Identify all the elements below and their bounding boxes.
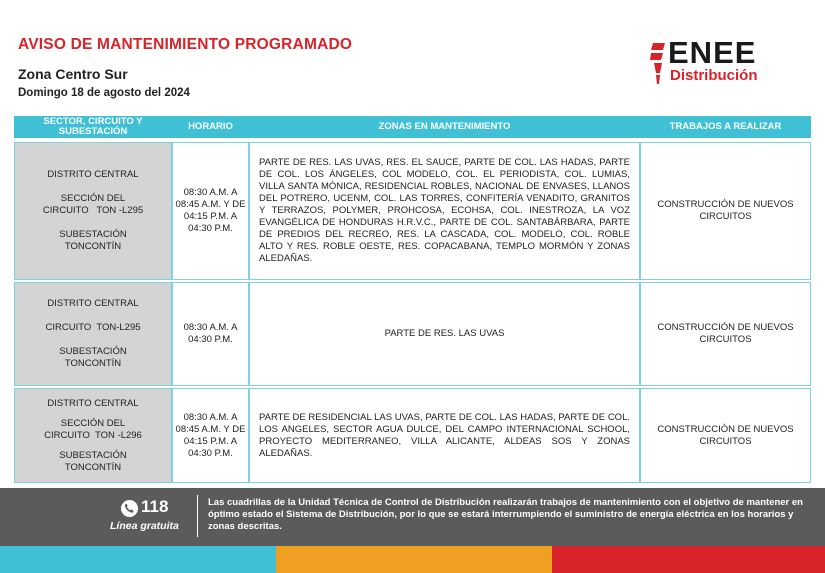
footer-notice: Las cuadrillas de la Unidad Técnica de Control de Distribución realizarán trabajos de mantenimiento con el objetivo de mantener en óptimo estado el Sistema de Distribución, por lo que se estará interrumpiendo el suministro de energía eléctrica en los horarios y zonas descritas.: [208, 497, 803, 532]
sector-line: TONCONTÍN: [64, 358, 122, 369]
enee-logo: [648, 35, 798, 88]
column-header-zonas: ZONAS EN MANTENIMIENTO: [378, 121, 511, 132]
horario-cell: [172, 388, 249, 483]
sector-line: CIRCUITO TON-L295: [45, 322, 141, 333]
horario-text: 08:30 A.M. A 04:30 P.M.: [183, 322, 238, 345]
sector-line: SUBESTACIÓN: [59, 229, 127, 240]
column-header-horario: HORARIO: [188, 121, 233, 132]
trabajos-text: CONSTRUCCIÓN DE NUEVOS CIRCUITOS: [657, 199, 794, 222]
sector-line: SUBESTACIÓN: [59, 449, 127, 461]
footer-divider: [197, 495, 198, 537]
sector-line: SECCIÓN DEL: [60, 193, 126, 204]
phone-label: Línea gratuita: [110, 520, 179, 532]
sector-cell: [14, 282, 172, 386]
trabajos-cell: [640, 282, 811, 386]
zonas-text: PARTE DE RES. LAS UVAS, RES. EL SAUCE, PARTE DE COL. LAS HADAS, PARTE DE COL. LOS ÁNGELES, COL MODELO, COL. EL PERIODISTA, COL. LUMIAS, VILLA SANTA MÓNICA, RESIDENCIAL ROBLES, NACIONAL DE ENVASES, LLANOS DEL POTRERO, UCENM, COL. LAS TORRES, CONFITERÍA VENADITO, GRANITOS Y TERRAZOS, POLYMER, PROHCOSA, ECOHSA, COL. INESTROZA, LA VOZ EVANGÉLICA DE HONDURAS H.R.V.C., PARTE DE COL. SANTABÁRBARA, PARTE DE PREDIOS DEL RECREO, RES. LA CASCADA, COL. MODELO, COL. ROBLE ALTO Y RES. ROBLE OESTE, RES. COPACABANA, TEMPLO MORMÓN Y ZONAS ALEDAÑAS.: [259, 157, 630, 264]
table-row: [14, 282, 811, 386]
zone-label: Zona Centro Sur: [18, 66, 128, 82]
sector-line: SUBESTACIÓN: [59, 346, 127, 357]
color-band-orange: [276, 546, 552, 573]
phone-number[interactable]: 118: [141, 497, 169, 516]
logo-mark-icon: [650, 41, 668, 85]
sector-line: SECCIÓN DEL: [60, 417, 126, 429]
sector-line: TONCONTÍN: [64, 461, 122, 473]
color-band-red: [552, 546, 825, 573]
horario-cell: [172, 142, 249, 280]
zonas-text: PARTE DE RESIDENCIAL LAS UVAS, PARTE DE COL. LAS HADAS, PARTE DE COL. LOS ANGELES, SECTOR AGUA DULCE, DEL CAMPO INTERNACIONAL SCHOOL, PROYECTO MEDITERRANEO, VILLA ALICANTE, ALDEAS SOS Y ZONAS ALEDAÑAS.: [259, 411, 630, 459]
zonas-cell: [249, 388, 640, 483]
phone-glyph-icon: [121, 500, 138, 517]
sector-line: CIRCUITO TON -L296: [44, 429, 142, 441]
zonas-text: PARTE DE RES. LAS UVAS: [384, 328, 505, 339]
sector-line: DISTRITO CENTRAL: [47, 397, 139, 409]
horario-cell: [172, 282, 249, 386]
trabajos-text: CONSTRUCCIÓN DE NUEVOS CIRCUITOS: [657, 423, 794, 447]
trabajos-cell: [640, 142, 811, 280]
trabajos-text: CONSTRUCCIÓN DE NUEVOS CIRCUITOS: [657, 322, 794, 345]
color-band-blue: [0, 546, 276, 573]
sector-cell: [14, 388, 172, 483]
phone-icon: [121, 500, 138, 517]
zonas-cell: [249, 282, 640, 386]
sector-line: DISTRITO CENTRAL: [47, 298, 139, 309]
page-title: AVISO DE MANTENIMIENTO PROGRAMADO: [18, 36, 353, 53]
horario-text: 08:30 A.M. A 08:45 A.M. Y DE 04:15 P.M. A 04:30 P.M.: [175, 411, 246, 459]
logo-name: ENEE: [668, 35, 757, 70]
column-header-trabajos: TRABAJOS A REALIZAR: [669, 121, 782, 132]
sector-line: TONCONTÍN: [64, 241, 122, 252]
column-header-sector: SECTOR, CIRCUITO Y SUBESTACIÓN: [43, 116, 143, 137]
table-row: [14, 388, 811, 483]
horario-text: 08:30 A.M. A 08:45 A.M. Y DE 04:15 P.M. A 04:30 P.M.: [175, 187, 246, 234]
sector-line: DISTRITO CENTRAL: [47, 169, 139, 180]
logo-subtitle: Distribución: [670, 67, 758, 84]
zonas-cell: [249, 142, 640, 280]
date-label: Domingo 18 de agosto del 2024: [18, 87, 190, 99]
trabajos-cell: [640, 388, 811, 483]
table-row: [14, 142, 811, 280]
sector-line: CIRCUITO TON -L295: [42, 205, 144, 216]
table-header: [14, 116, 811, 138]
sector-cell: [14, 142, 172, 280]
